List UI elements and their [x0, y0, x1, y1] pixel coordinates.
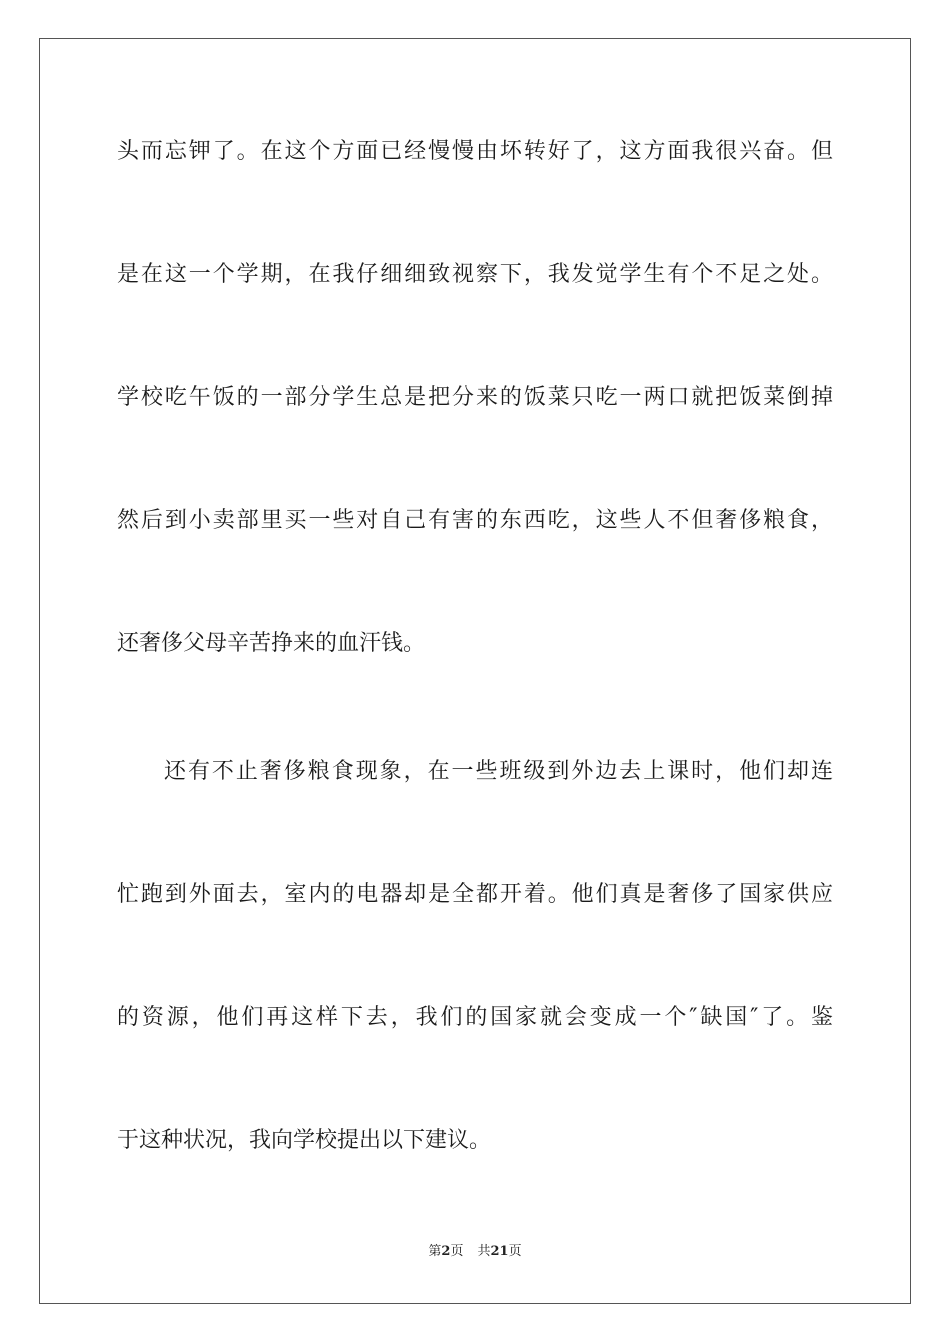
text-line: 的资源，他们再这样下去，我们的国家就会变成一个″缺国″了。鉴	[117, 1005, 833, 1030]
text-line: 头而忘钾了。在这个方面已经慢慢由坏转好了，这方面我很兴奋。但	[117, 139, 833, 164]
text-line: 忙跑到外面去，室内的电器却是全都开着。他们真是奢侈了国家供应	[117, 882, 833, 907]
paragraph-first-line: 还有不止奢侈粮食现象，在一些班级到外边去上课时，他们却连	[164, 759, 833, 784]
text-line: 是在这一个学期，在我仔细细致视察下，我发觉学生有个不足之处。	[117, 262, 833, 287]
text-line: 于这种状况，我向学校提出以下建议。	[117, 1128, 492, 1153]
total-pages-label: 共21页	[477, 1244, 522, 1259]
text-line: 学校吃午饭的一部分学生总是把分来的饭菜只吃一两口就把饭菜倒掉	[117, 385, 833, 410]
page-border	[39, 38, 911, 1304]
text-line: 还奢侈父母辛苦挣来的血汗钱。	[117, 631, 426, 656]
page-number-label: 第2页	[428, 1244, 464, 1259]
page-footer	[0, 1243, 950, 1261]
text-line: 然后到小卖部里买一些对自己有害的东西吃，这些人不但奢侈粮食，	[117, 508, 833, 533]
